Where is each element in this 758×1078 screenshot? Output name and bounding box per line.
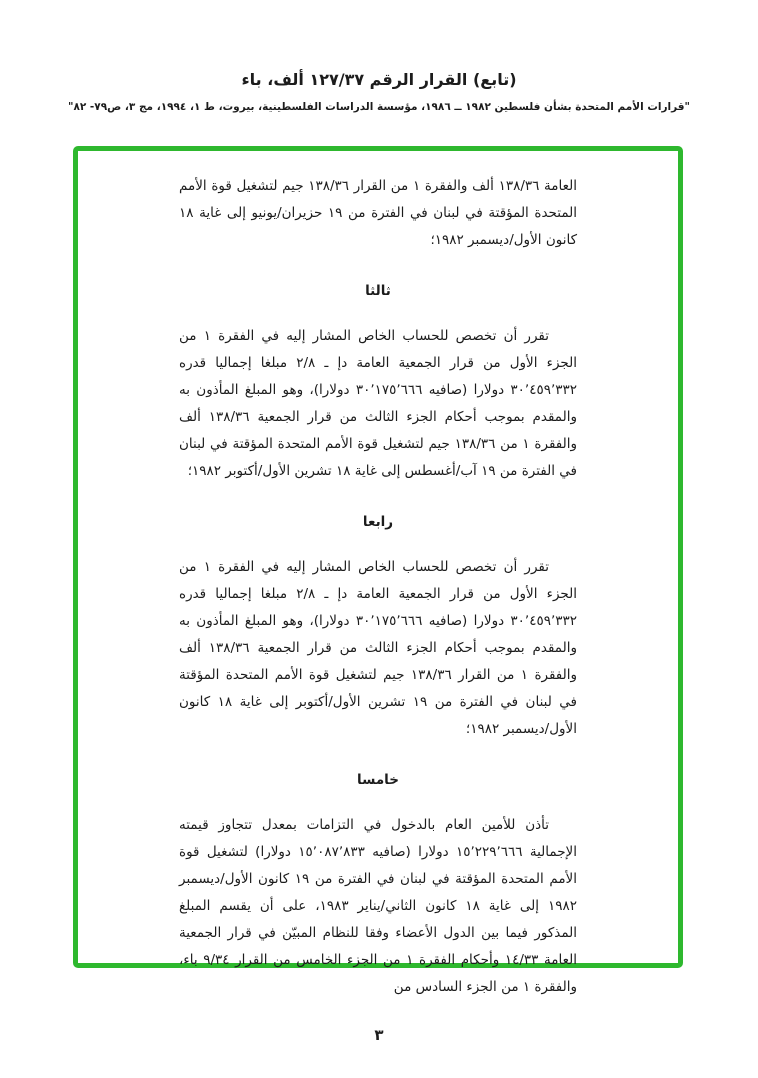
paragraph-continuation: العامة ١٣٨/٣٦ ألف والفقرة ١ من القرار ١٣٨/٣٦ جيم لتشغيل قوة الأمم المتحدة المؤقتة في لبنان في الفترة من ١٩ حزيران/يونيو إلى غاية ١٨ كانون الأول/ديسمبر ١٩٨٢؛ <box>179 178 578 248</box>
section-heading-third: ثالثا <box>365 283 391 299</box>
page-title: (تابع) القرار الرقم ١٢٧/٣٧ ألف، باء <box>241 70 517 89</box>
paragraph-fifth: تأذن للأمين العام بالدخول في التزامات بمعدل تتجاوز قيمته الإجمالية ١٥٬٢٢٩٬٦٦٦ دولارا (صافيه ١٥٬٠٨٧٬٨٣٣ دولارا) لتشغيل قوة الأمم المتحدة المؤقتة في لبنان في الفترة من ١٩ كانون الأول/ديسمبر ١٩٨٢ إلى غاية ١٨ كانون الثاني/يناير ١٩٨٣، على أن يقسم المبلغ المذكور فيما بين الدول الأعضاء وفقا للنظام المبيّن في قرار الجمعية العامة ١٤/٣٣ وأحكام الفقرة ١ من الجزء الخامس من القرار ٩/٣٤ باء، والفقرة ١ من الجزء السادس من <box>179 817 578 995</box>
section-heading-fourth: رابعا <box>362 514 394 530</box>
section-heading-fifth: خامسا <box>357 772 399 788</box>
paragraph-third: تقرر أن تخصص للحساب الخاص المشار إليه في الفقرة ١ من الجزء الأول من قرار الجمعية العامة دإ ـ ٢/٨ مبلغا إجماليا قدره ٣٠٬٤٥٩٬٣٣٢ دولارا (صافيه ٣٠٬١٧٥٬٦٦٦ دولارا)، وهو المبلغ المأذون به والمقدم بموجب أحكام الجزء الثالث من قرار الجمعية ١٣٨/٣٦ ألف والفقرة ١ من ١٣٨/٣٦ جيم لتشغيل قوة الأمم المتحدة المؤقتة في لبنان في الفترة من ١٩ آب/أغسطس إلى غاية ١٨ تشرين الأول/أكتوبر ١٩٨٢؛ <box>179 328 578 479</box>
page-number: ٣ <box>374 1026 384 1044</box>
body-text-column <box>179 151 577 1001</box>
source-citation-line: "قرارات الأمم المتحدة بشأن فلسطين ١٩٨٢ ــ ١٩٨٦، مؤسسة الدراسات الفلسطينية، بيروت، ط ١، ١٩٩٤، مج ٣، ص٧٩- ٨٢" <box>67 101 691 113</box>
paragraph-fourth: تقرر أن تخصص للحساب الخاص المشار إليه في الفقرة ١ من الجزء الأول من قرار الجمعية العامة دإ ـ ٢/٨ مبلغا إجماليا قدره ٣٠٬٤٥٩٬٣٣٢ دولارا (صافيه ٣٠٬١٧٥٬٦٦٦ دولارا)، وهو المبلغ المأذون به والمقدم بموجب أحكام الجزء الثالث من قرار الجمعية ١٣٨/٣٦ ألف والفقرة ١ من القرار ١٣٨/٣٦ جيم لتشغيل قوة الأمم المتحدة المؤقتة في لبنان في الفترة من ١٩ تشرين الأول/أكتوبر إلى غاية ١٨ كانون الأول/ديسمبر ١٩٨٢؛ <box>179 559 578 737</box>
document-header <box>0 0 758 113</box>
content-frame-border <box>73 146 683 995</box>
